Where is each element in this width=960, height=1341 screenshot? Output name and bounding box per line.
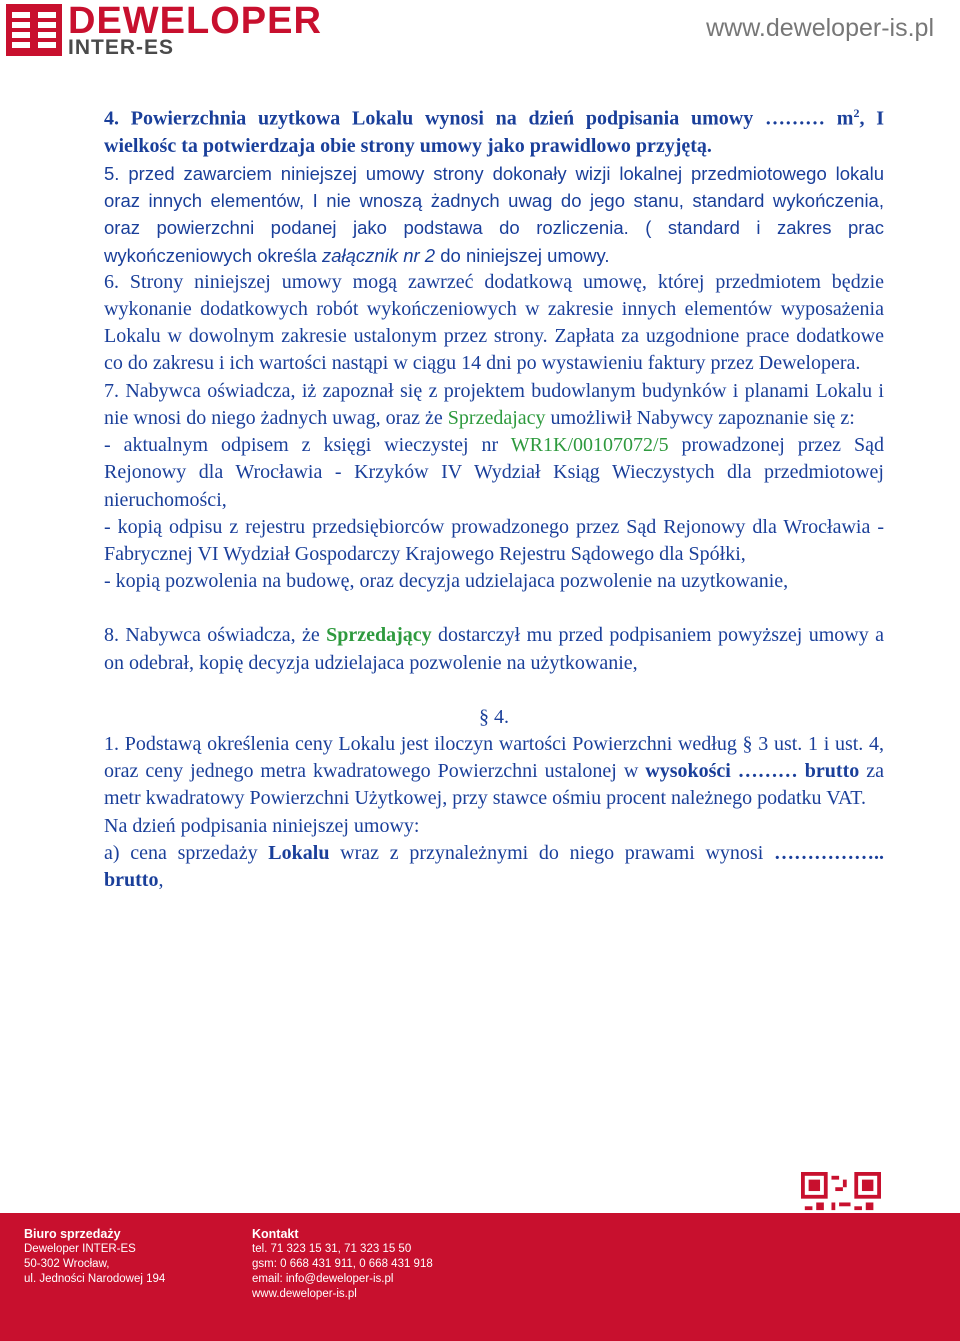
paragraph-5: 5. przed zawarciem niniejszej umowy strony dokonały wizji lokalnej przedmiotowego lokalu oraz innych elementów, I nie wnoszą żadnych uwag do jego stanu, standard wykończenia, oraz powierzchni podanej jako podstawa do rozliczenia. ( standard i zakres prac wykończeniowych określa załącznik nr 2 do niniejszej umowy.	[104, 163, 884, 266]
brand-name: DEWELOPER	[68, 0, 322, 42]
paragraph-7: 7. Nabywca oświadcza, iż zapoznał się z projektem budowlanym budynków i planami Lokalu i nie wnosi do niego żadnych uwag, oraz że Sprzedajacy umożliwił Nabywcy zapoznanie się z:	[104, 379, 884, 429]
section-4-line-3: a) cena sprzedaży Lokalu wraz z przynależnymi do niego prawami wynosi …………….. brutto,	[104, 841, 884, 891]
email-link[interactable]: email: info@deweloper-is.pl	[252, 1273, 394, 1285]
document-body	[104, 100, 884, 894]
page-header	[0, 0, 960, 62]
section-4-line-2: Na dzień podpisania niniejszej umowy:	[104, 814, 420, 837]
section-4-point-1: 1. Podstawą określenia ceny Lokalu jest iloczyn wartości Powierzchni według § 3 ust. 1 i ust. 4, oraz ceny jednego metra kwadratowego Powierzchni ustalonej w wysokości ……… brutto za metr kwadratowy Powierzchni Użytkowej, przy stawce ośmiu procent należnego podatku VAT.	[104, 732, 884, 810]
paragraph-7-item-2: - kopią odpisu z rejestru przedsiębiorców prowadzonego przez Sąd Rejonowy dla Wrocławia - Fabrycznej VI Wydział Gospodarczy Krajowego Rejestru Sądowego dla Spółki,	[104, 515, 884, 565]
paragraph-6: 6. Strony niniejszej umowy mogą zawrzeć dodatkową umowę, której przedmiotem będzie wykonanie dodatkowych robót wykończeniowych w zakresie innych elementów wyposażenia Lokalu w dowolnym zakresie ustalonym przez strony. Zapłata za uzgodnione prace dodatkowe co do zakresu i ich wartości nastąpi w ciągu 14 dni po wystawieniu faktury przez Dewelopera.	[104, 270, 884, 375]
sales-office: Biuro sprzedaży Deweloper INTER-ES 50-302 Wrocław, ul. Jedności Narodowej 194	[24, 1227, 166, 1285]
footer-website-link[interactable]: www.deweloper-is.pl	[252, 1288, 357, 1300]
paragraph-8: 8. Nabywca oświadcza, że Sprzedający dostarczył mu przed podpisaniem powyższej umowy a on odebrał, kopię decyzja udzielajaca pozwolenie na użytkowanie,	[104, 624, 885, 674]
paragraph-7-item-1: - aktualnym odpisem z księgi wieczystej nr WR1K/00107072/5 prowadzonej przez Sąd Rejonowy dla Wrocławia - Krzyków IV Wydział Ksiąg Wieczystych dla przedmiotowej nieruchomości,	[104, 434, 884, 511]
contact-info: Kontakt tel. 71 323 15 31, 71 323 15 50 gsm: 0 668 431 911, 0 668 431 918 email: info@deweloper-is.pl www.deweloper-is.pl	[252, 1227, 433, 1300]
website-link[interactable]: www.deweloper-is.pl	[706, 14, 934, 42]
building-logo-icon	[6, 4, 62, 56]
paragraph-4: 4. Powierzchnia uzytkowa Lokalu wynosi na dzień podpisania umowy ……… $m^2$, I wielkośc ta potwierdzaja obie strony umowy jako prawidlowo przyjętą.	[104, 106, 884, 157]
brand-subtitle: INTER-ES	[68, 36, 175, 59]
page-footer	[0, 1213, 960, 1341]
paragraph-7-item-3: - kopią pozwolenia na budowę, oraz decyzja udzielajaca pozwolenie na uzytkowanie,	[104, 570, 789, 593]
section-heading: § 4.	[479, 705, 509, 728]
